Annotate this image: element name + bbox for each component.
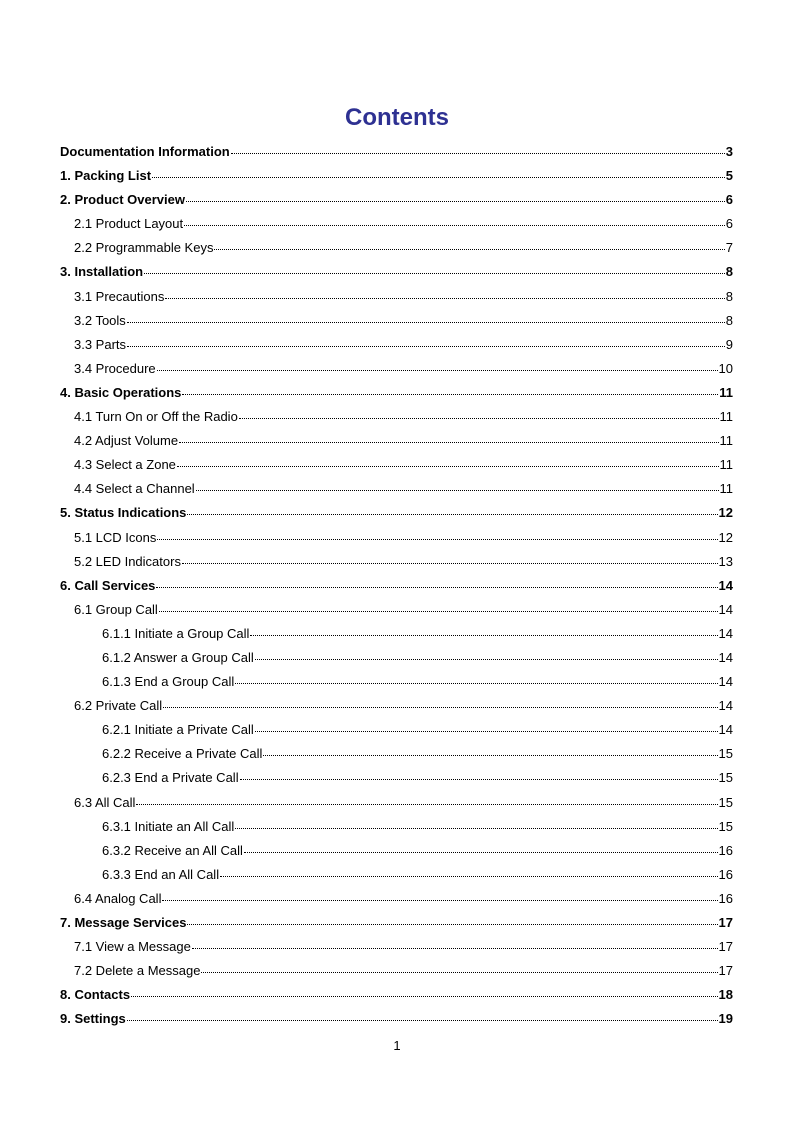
toc-leader-dots xyxy=(159,611,718,612)
toc-entry[interactable] xyxy=(60,670,733,694)
toc-entry[interactable] xyxy=(60,550,733,574)
toc-entry[interactable] xyxy=(60,453,733,477)
toc-entry[interactable] xyxy=(60,887,733,911)
toc-entry[interactable] xyxy=(60,791,733,815)
toc-entry-page: 5 xyxy=(725,168,733,184)
toc-leader-dots xyxy=(239,418,719,419)
toc-leader-dots xyxy=(187,924,717,925)
toc-leader-dots xyxy=(250,635,717,636)
toc-entry-label: 6.2.2 Receive a Private Call xyxy=(102,746,263,762)
toc-entry-label: 6.1.3 End a Group Call xyxy=(102,674,235,690)
toc-entry[interactable] xyxy=(60,188,733,212)
toc-entry-page: 8 xyxy=(725,264,733,280)
toc-entry[interactable] xyxy=(60,164,733,188)
toc-entry-page: 13 xyxy=(718,553,733,569)
toc-leader-dots xyxy=(186,201,725,202)
toc-leader-dots xyxy=(177,466,719,467)
toc-entry[interactable] xyxy=(60,236,733,260)
toc-leader-dots xyxy=(165,298,724,299)
toc-entry-label: 6.3.3 End an All Call xyxy=(102,866,220,882)
toc-leader-dots xyxy=(157,539,717,540)
toc-entry[interactable] xyxy=(60,959,733,983)
toc-leader-dots xyxy=(235,828,717,829)
toc-entry-label: 5. Status Indications xyxy=(60,505,187,521)
toc-entry-page: 11 xyxy=(719,481,733,497)
toc-entry-page: 11 xyxy=(719,409,733,425)
toc-entry-page: 15 xyxy=(718,770,733,786)
toc-leader-dots xyxy=(184,225,725,226)
toc-entry[interactable] xyxy=(60,766,733,790)
toc-entry-page: 14 xyxy=(718,674,733,690)
toc-entry[interactable] xyxy=(60,429,733,453)
toc-entry-label: 4. Basic Operations xyxy=(60,384,182,400)
toc-leader-dots xyxy=(152,177,725,178)
toc-entry-label: 5.1 LCD Icons xyxy=(74,529,157,545)
toc-entry[interactable] xyxy=(60,501,733,525)
toc-entry[interactable] xyxy=(60,405,733,429)
page-number: 1 xyxy=(393,1038,401,1053)
toc-leader-dots xyxy=(127,322,725,323)
toc-entry-page: 15 xyxy=(718,794,733,810)
toc-leader-dots xyxy=(196,490,719,491)
toc-entry-page: 6 xyxy=(725,216,733,232)
toc-entry-page: 3 xyxy=(725,144,733,159)
toc-entry[interactable] xyxy=(60,911,733,935)
toc-entry-label: 6.3 All Call xyxy=(74,794,136,810)
toc-entry[interactable] xyxy=(60,212,733,236)
toc-entry[interactable] xyxy=(60,285,733,309)
toc-entry-label: 6.1.1 Initiate a Group Call xyxy=(102,625,250,641)
toc-entry-page: 14 xyxy=(718,577,733,593)
toc-entry-page: 10 xyxy=(718,360,733,376)
toc-entry[interactable] xyxy=(60,333,733,357)
page-title: Contents xyxy=(345,104,449,131)
table-of-contents xyxy=(60,140,733,1031)
toc-entry[interactable] xyxy=(60,983,733,1007)
toc-entry-label: 6.1.2 Answer a Group Call xyxy=(102,649,254,665)
toc-entry-label: 3.3 Parts xyxy=(74,336,127,352)
toc-entry-page: 17 xyxy=(718,963,733,979)
toc-entry-label: 3.4 Procedure xyxy=(74,360,156,376)
toc-entry-page: 8 xyxy=(725,312,733,328)
toc-entry-page: 6 xyxy=(725,192,733,208)
toc-entry[interactable] xyxy=(60,718,733,742)
toc-entry[interactable] xyxy=(60,574,733,598)
toc-entry[interactable] xyxy=(60,477,733,501)
toc-leader-dots xyxy=(144,273,725,274)
toc-leader-dots xyxy=(182,563,718,564)
toc-entry-label: 3. Installation xyxy=(60,264,144,280)
toc-entry[interactable] xyxy=(60,935,733,959)
toc-entry-label: 5.2 LED Indicators xyxy=(74,553,181,569)
toc-leader-dots xyxy=(127,1020,718,1021)
toc-entry-page: 11 xyxy=(719,384,733,400)
toc-entry-page: 14 xyxy=(718,601,733,617)
toc-entry-label: 6.2.1 Initiate a Private Call xyxy=(102,722,254,738)
toc-leader-dots xyxy=(162,900,717,901)
toc-entry-page: 12 xyxy=(718,529,733,545)
toc-leader-dots xyxy=(127,346,725,347)
toc-entry-label: 4.3 Select a Zone xyxy=(74,457,176,473)
toc-entry-page: 19 xyxy=(718,1011,733,1027)
toc-entry-label: 4.2 Adjust Volume xyxy=(74,433,179,449)
toc-entry-page: 11 xyxy=(719,457,733,473)
toc-entry-label: 7.2 Delete a Message xyxy=(74,963,201,979)
toc-leader-dots xyxy=(201,972,717,973)
toc-entry-label: 6.4 Analog Call xyxy=(74,890,162,906)
toc-entry[interactable] xyxy=(60,309,733,333)
toc-entry-page: 15 xyxy=(718,818,733,834)
toc-entry[interactable] xyxy=(60,526,733,550)
toc-entry[interactable] xyxy=(60,742,733,766)
toc-leader-dots xyxy=(255,659,718,660)
toc-entry-label: 2.1 Product Layout xyxy=(74,216,184,232)
toc-entry[interactable] xyxy=(60,381,733,405)
toc-entry-label: 6.3.2 Receive an All Call xyxy=(102,842,243,858)
toc-entry-label: 6.2 Private Call xyxy=(74,698,163,714)
toc-leader-dots xyxy=(231,153,725,154)
toc-entry-page: 18 xyxy=(718,987,733,1003)
toc-entry[interactable] xyxy=(60,598,733,622)
toc-entry[interactable] xyxy=(60,622,733,646)
toc-entry-label: 6.3.1 Initiate an All Call xyxy=(102,818,235,834)
toc-entry[interactable] xyxy=(60,839,733,863)
toc-leader-dots xyxy=(182,394,718,395)
toc-entry-page: 16 xyxy=(718,890,733,906)
toc-entry[interactable] xyxy=(60,694,733,718)
toc-entry-label: 1. Packing List xyxy=(60,168,152,184)
toc-leader-dots xyxy=(157,370,718,371)
toc-entry-label: 7. Message Services xyxy=(60,915,187,930)
toc-entry[interactable] xyxy=(60,863,733,887)
toc-leader-dots xyxy=(131,996,717,997)
toc-entry-label: 2.2 Programmable Keys xyxy=(74,240,214,256)
toc-entry-page: 14 xyxy=(718,649,733,665)
toc-entry-page: 17 xyxy=(718,915,733,930)
toc-entry-label: 4.1 Turn On or Off the Radio xyxy=(74,409,238,425)
toc-leader-dots xyxy=(263,755,717,756)
toc-entry-page: 11 xyxy=(719,433,733,449)
toc-entry-label: 3.1 Precautions xyxy=(74,288,165,304)
toc-leader-dots xyxy=(244,852,718,853)
toc-entry[interactable] xyxy=(60,357,733,381)
toc-leader-dots xyxy=(214,249,724,250)
toc-entry-label: 6.1 Group Call xyxy=(74,601,158,617)
toc-entry-page: 15 xyxy=(718,746,733,762)
toc-entry-page: 17 xyxy=(718,939,733,955)
toc-leader-dots xyxy=(187,514,717,515)
toc-entry-page: 9 xyxy=(725,336,733,352)
toc-entry-label: 9. Settings xyxy=(60,1011,126,1027)
toc-entry-page: 7 xyxy=(725,240,733,256)
toc-entry-page: 16 xyxy=(718,842,733,858)
toc-entry[interactable] xyxy=(60,646,733,670)
toc-entry-page: 14 xyxy=(718,625,733,641)
toc-leader-dots xyxy=(179,442,718,443)
toc-entry-page: 14 xyxy=(718,698,733,714)
toc-entry[interactable] xyxy=(60,1007,733,1031)
toc-entry[interactable] xyxy=(60,260,733,284)
toc-entry-page: 14 xyxy=(718,722,733,738)
toc-leader-dots xyxy=(240,779,718,780)
toc-entry-label: 6. Call Services xyxy=(60,577,156,593)
toc-entry-label: 8. Contacts xyxy=(60,987,131,1003)
toc-entry-label: 4.4 Select a Channel xyxy=(74,481,195,497)
toc-entry-label: Documentation Information xyxy=(60,144,230,159)
toc-entry-page: 8 xyxy=(725,288,733,304)
toc-entry-label: 2. Product Overview xyxy=(60,192,185,208)
toc-entry-label: 7.1 View a Message xyxy=(74,939,191,955)
toc-leader-dots xyxy=(156,587,717,588)
toc-entry-label: 3.2 Tools xyxy=(74,312,126,328)
toc-entry[interactable] xyxy=(60,815,733,839)
toc-leader-dots xyxy=(192,948,718,949)
toc-leader-dots xyxy=(220,876,717,877)
toc-leader-dots xyxy=(235,683,717,684)
toc-entry-label: 6.2.3 End a Private Call xyxy=(102,770,239,786)
toc-entry-page: 16 xyxy=(718,866,733,882)
toc-entry-page: 12 xyxy=(718,505,733,521)
toc-leader-dots xyxy=(163,707,717,708)
toc-leader-dots xyxy=(255,731,718,732)
toc-leader-dots xyxy=(136,804,717,805)
toc-entry[interactable] xyxy=(60,140,733,164)
